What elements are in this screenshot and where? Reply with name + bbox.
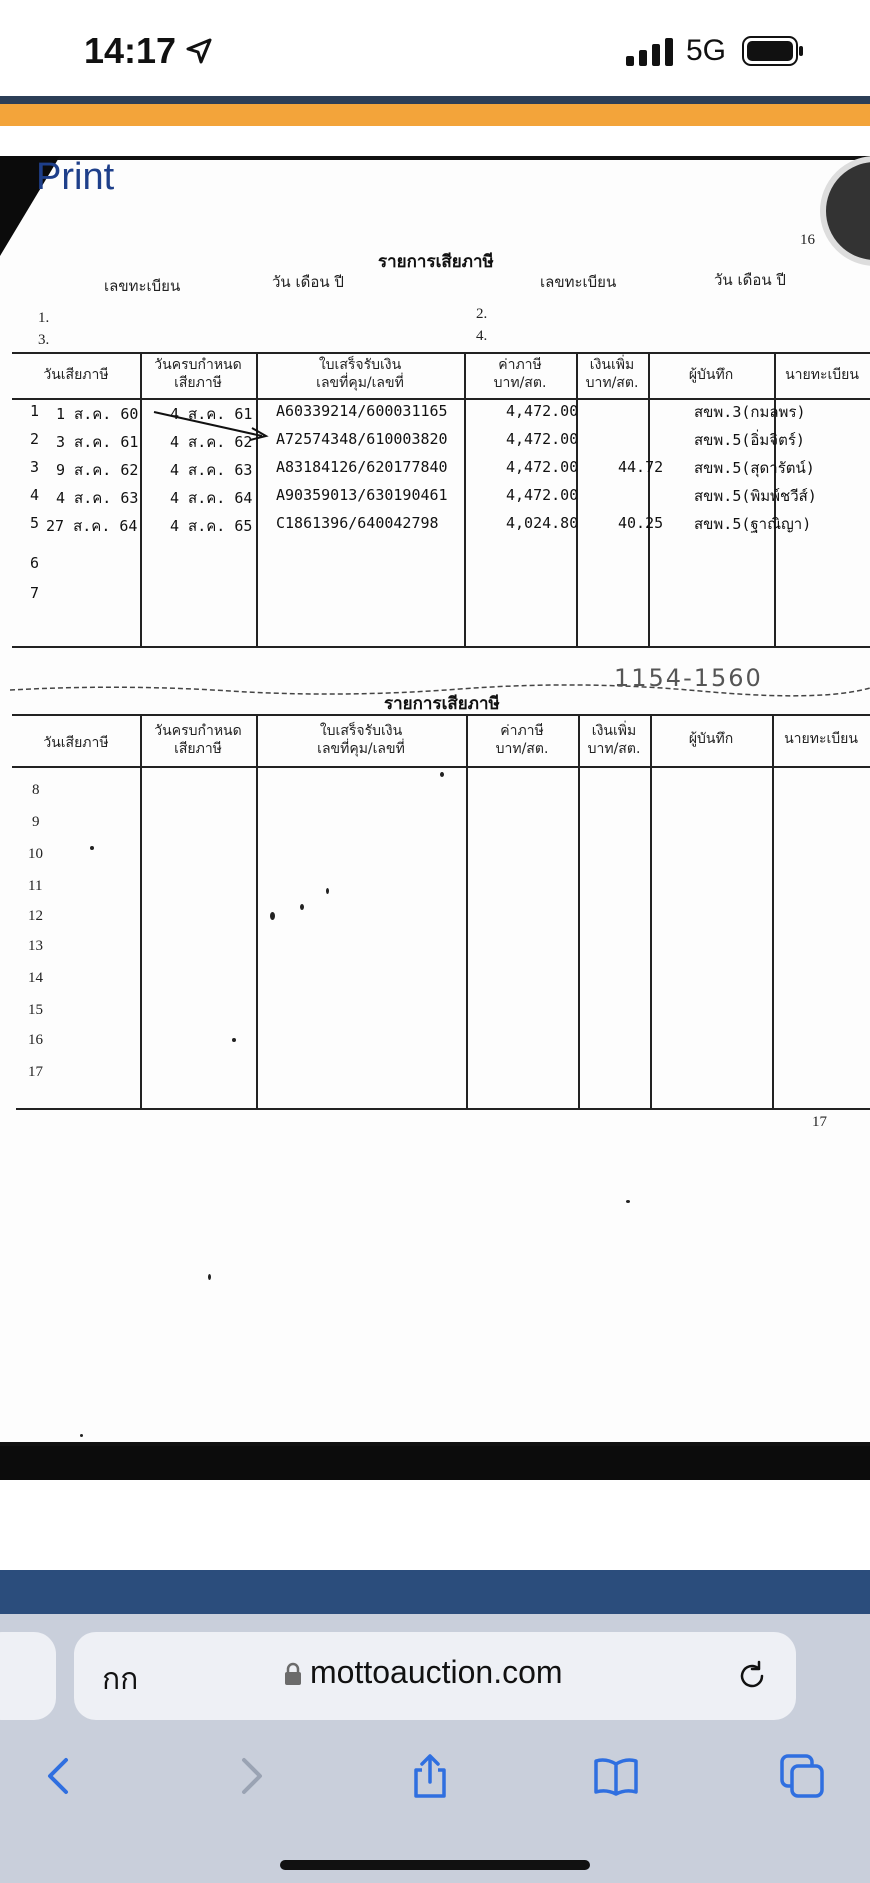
table2-row-number: 15 [28, 1002, 43, 1018]
safari-bottom-bar [0, 1614, 870, 1883]
row-tax-date: 27 ส.ค. 64 [46, 517, 138, 535]
t2-header-registrar: นายทะเบียน [784, 731, 858, 747]
date-label-2: วัน เดือน ปี [714, 271, 786, 289]
reg-num-4: 4. [476, 328, 488, 344]
row-due-date: 4 ส.ค. 63 [170, 461, 253, 479]
table1-col-divider [464, 352, 466, 646]
table2-row-number: 9 [32, 814, 40, 830]
reg-num-2: 2. [476, 306, 488, 322]
page-white-gap [0, 1480, 870, 1570]
battery-full-icon [742, 36, 804, 66]
row-due-date: 4 ส.ค. 61 [170, 405, 253, 423]
t1-header-tax: ค่าภาษี บาท/สต. [493, 357, 547, 391]
location-arrow-icon [184, 36, 214, 66]
row-tax: 4,472.00 [506, 486, 579, 504]
table2-col-divider [256, 714, 258, 1108]
row-tax: 4,472.00 [506, 458, 579, 476]
scan-speck [300, 904, 304, 910]
table2-row-number: 12 [28, 908, 43, 924]
network-type: 5G [686, 34, 727, 67]
signal-bars-icon [626, 38, 674, 66]
table1-bottom-border [12, 646, 870, 648]
row-number: 3 [30, 458, 40, 476]
row-tax-date: 9 ส.ค. 62 [56, 461, 139, 479]
forward-icon[interactable] [226, 1752, 274, 1800]
t2-header-recorder: ผู้บันทึก [688, 731, 734, 747]
scan-speck [232, 1038, 236, 1042]
doc-round-shadow [820, 156, 870, 266]
table2-row-number: 16 [28, 1032, 43, 1048]
row-receipt: A90359013/630190461 [276, 486, 448, 504]
row-due-date: 4 ส.ค. 65 [170, 517, 253, 535]
section2-title: รายการเสียภาษี [384, 694, 500, 714]
handwritten-arrow [150, 406, 280, 446]
empty-row-number: 6 [30, 554, 40, 572]
footer-navy-banner [0, 1570, 870, 1614]
table2-bottom-border [16, 1108, 870, 1110]
scan-speck [90, 846, 94, 850]
row-surcharge: 40.25 [618, 514, 664, 532]
t1-header-receipt: ใบเสร็จรับเงิน เลขที่คุม/เลขที่ [316, 357, 404, 391]
status-time: 14:17 [84, 30, 177, 71]
t2-header-surcharge: เงินเพิ่ม บาท/สต. [587, 723, 641, 757]
scan-speck [626, 1200, 630, 1203]
row-tax: 4,472.00 [506, 430, 579, 448]
row-tax: 4,472.00 [506, 402, 579, 420]
table2-row-number: 8 [32, 782, 40, 798]
scan-speck [326, 888, 329, 894]
row-tax-date: 3 ส.ค. 61 [56, 433, 139, 451]
row-number: 5 [30, 514, 40, 532]
row-receipt: C1861396/640042798 [276, 514, 439, 532]
reload-icon[interactable] [734, 1658, 770, 1694]
doc-top-edge [0, 156, 870, 160]
row-tax: 4,024.80 [506, 514, 579, 532]
table1-col-divider [256, 352, 258, 646]
print-button[interactable]: Print [36, 156, 115, 198]
doc-bottom-black-bar [0, 1446, 870, 1480]
table2-col-divider [772, 714, 774, 1108]
status-bar [0, 0, 870, 96]
date-label-1: วัน เดือน ปี [272, 273, 344, 291]
table1-col-divider [140, 352, 142, 646]
faint-stamp-number: 1154-1560 [614, 664, 763, 692]
t2-header-tax: ค่าภาษี บาท/สต. [495, 723, 549, 757]
tabs-icon[interactable] [778, 1752, 826, 1800]
table2-row-number: 11 [28, 878, 43, 894]
t1-header-surcharge: เงินเพิ่ม บาท/สต. [585, 357, 639, 391]
header-orange-band [0, 104, 870, 126]
empty-row-number: 7 [30, 584, 40, 602]
t2-header-receipt: ใบเสร็จรับเงิน เลขที่คุม/เลขที่ [317, 723, 405, 757]
page-number-top: 16 [800, 232, 815, 248]
row-recorder: สขพ.5(อิ่มจิตร์) [694, 431, 805, 449]
address-bar[interactable] [74, 1632, 796, 1720]
table2-col-divider [466, 714, 468, 1108]
back-icon[interactable] [36, 1752, 84, 1800]
table2-col-divider [140, 714, 142, 1108]
section1-title: รายการเสียภาษี [378, 252, 494, 272]
table2-row-number: 13 [28, 938, 43, 954]
table2-row-number: 10 [28, 846, 43, 862]
row-receipt: A72574348/610003820 [276, 430, 448, 448]
lock-icon [284, 1662, 302, 1686]
row-number: 2 [30, 430, 40, 448]
reg-num-3: 3. [38, 332, 50, 348]
scan-speck [208, 1274, 211, 1280]
page-number-bottom: 17 [812, 1114, 827, 1130]
t1-header-registrar: นายทะเบียน [785, 367, 859, 383]
share-icon[interactable] [406, 1752, 454, 1800]
reg-label-2: เลขทะเบียน [540, 273, 617, 291]
table2-col-divider [578, 714, 580, 1108]
t2-header-due-date: วันครบกำหนด เสียภาษี [154, 723, 242, 757]
document-photo [0, 156, 870, 1446]
t1-header-recorder: ผู้บันทึก [688, 367, 734, 383]
url-text[interactable]: mottoauction.com [310, 1654, 563, 1690]
t1-header-due-date: วันครบกำหนด เสียภาษี [154, 357, 242, 391]
previous-tab-edge[interactable] [0, 1632, 56, 1720]
row-recorder: สขพ.5(สุดารัตน์) [694, 459, 815, 477]
row-surcharge: 44.72 [618, 458, 664, 476]
home-indicator[interactable] [280, 1860, 590, 1870]
row-tax-date: 4 ส.ค. 63 [56, 489, 139, 507]
header-navy-line [0, 96, 870, 104]
scan-speck [440, 772, 444, 777]
table2-row-number: 14 [28, 970, 43, 986]
t2-header-tax-date: วันเสียภาษี [43, 735, 109, 751]
row-recorder: สขพ.5(ฐาณิญา) [694, 515, 812, 533]
reg-label-1: เลขทะเบียน [104, 277, 181, 295]
table2-row-number: 17 [28, 1064, 43, 1080]
row-recorder: สขพ.3(กมลพร) [694, 403, 806, 421]
row-due-date: 4 ส.ค. 64 [170, 489, 253, 507]
row-due-date: 4 ส.ค. 62 [170, 433, 253, 451]
row-number: 4 [30, 486, 40, 504]
scan-speck [80, 1434, 83, 1437]
reg-num-1: 1. [38, 310, 50, 326]
row-receipt: A60339214/600031165 [276, 402, 448, 420]
bookmarks-icon[interactable] [592, 1752, 640, 1800]
row-recorder: สขพ.5(พิมพ์ชวีส์) [694, 487, 817, 505]
row-receipt: A83184126/620177840 [276, 458, 448, 476]
row-tax-date: 1 ส.ค. 60 [56, 405, 139, 423]
table2-col-divider [650, 714, 652, 1108]
t1-header-tax-date: วันเสียภาษี [43, 367, 109, 383]
scan-speck [270, 912, 275, 920]
table1-col-divider [648, 352, 650, 646]
header-gap [0, 126, 870, 156]
row-number: 1 [30, 402, 40, 420]
reader-aa-button[interactable]: กก [102, 1662, 139, 1697]
